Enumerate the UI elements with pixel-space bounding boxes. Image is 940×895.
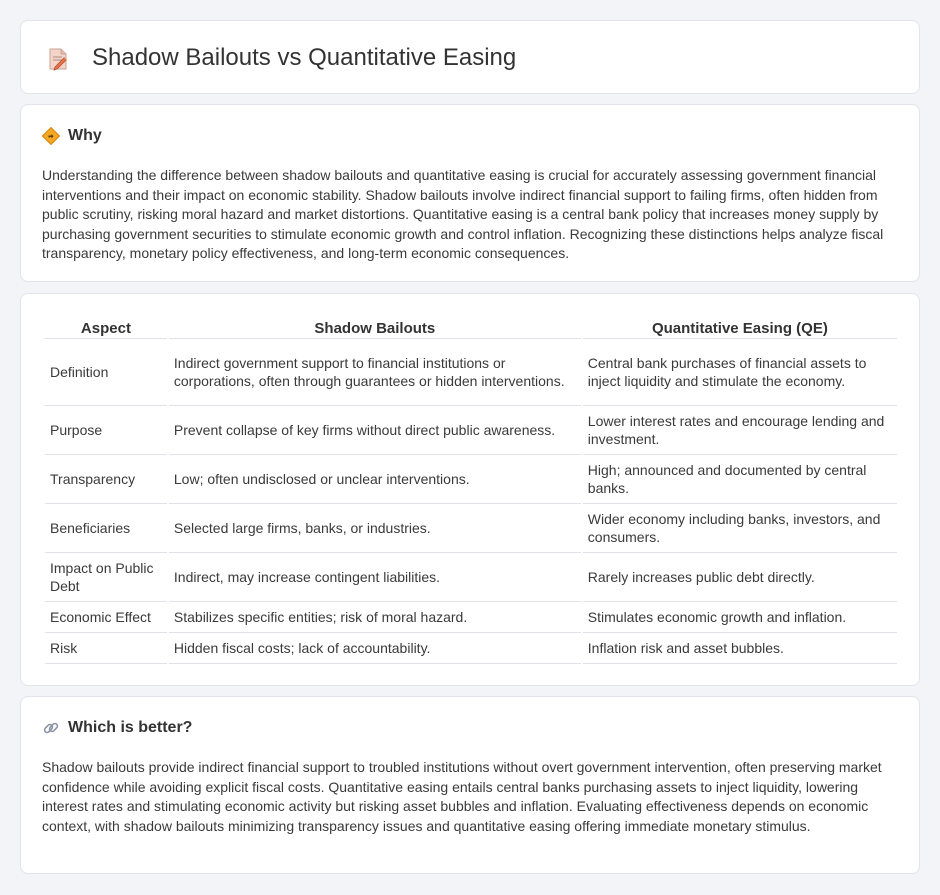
table-row <box>45 455 897 504</box>
which-is-better-section <box>20 696 920 874</box>
better-body: Shadow bailouts provide indirect financial support to troubled institutions without overt government intervention, often preserving market confidence while avoiding explicit fiscal costs. Quantitative easing entails central banks purchasing assets to inject liquidity, lowering interest rates and stimulating economic activity but risking asset bubbles and inflation. Evaluating effectiveness depends on economic context, with shadow bailouts minimizing transparency issues and quantitative easing offering immediate monetary stimulus. <box>42 759 882 834</box>
aspect-cell: Transparency <box>45 455 167 504</box>
shadow-cell: Stabilizes specific entities; risk of moral hazard. <box>169 602 581 633</box>
aspect-cell: Beneficiaries <box>45 504 167 553</box>
column-header-quantitative-easing: Quantitative Easing (QE) <box>583 315 897 339</box>
aspect-cell: Risk <box>45 633 167 664</box>
table-row <box>45 633 897 664</box>
shadow-cell: Hidden fiscal costs; lack of accountability. <box>169 633 581 664</box>
why-header <box>42 127 102 145</box>
table-header-row <box>45 315 897 339</box>
page-title: Shadow Bailouts vs Quantitative Easing <box>92 44 517 71</box>
qe-cell: Inflation risk and asset bubbles. <box>583 633 897 664</box>
qe-cell: Central bank purchases of financial assets to inject liquidity and stimulate the economy. <box>583 339 897 406</box>
qe-cell: Stimulates economic growth and inflation. <box>583 602 897 633</box>
aspect-cell: Impact on Public Debt <box>45 553 167 602</box>
why-body: Understanding the difference between shadow bailouts and quantitative easing is crucial for accurately assessing government financial interventions and their impact on economic stability. Shadow bailouts involve indirect financial support to failing firms, often hidden from public scrutiny, risking moral hazard and market distortions. Quantitative easing is a central bank policy that increases money supply by purchasing government securities to stimulate economic growth and control inflation. Recognizing these distinctions helps analyze fiscal transparency, monetary policy effectiveness, and long-term economic consequences. <box>42 167 884 262</box>
comparison-table <box>43 315 899 664</box>
shadow-cell: Indirect, may increase contingent liabilities. <box>169 553 581 602</box>
better-heading: Which is better? <box>68 719 193 736</box>
table-row <box>45 602 897 633</box>
table-row <box>45 553 897 602</box>
aspect-cell: Definition <box>45 339 167 406</box>
better-header <box>42 719 192 737</box>
qe-cell: Lower interest rates and encourage lending and investment. <box>583 406 897 455</box>
table-row <box>45 504 897 553</box>
qe-cell: High; announced and documented by central banks. <box>583 455 897 504</box>
table-row <box>45 339 897 406</box>
link-icon <box>42 719 60 737</box>
aspect-cell: Purpose <box>45 406 167 455</box>
diamond-sign-icon <box>42 127 60 145</box>
shadow-cell: Low; often undisclosed or unclear interventions. <box>169 455 581 504</box>
qe-cell: Rarely increases public debt directly. <box>583 553 897 602</box>
shadow-cell: Prevent collapse of key firms without direct public awareness. <box>169 406 581 455</box>
aspect-cell: Economic Effect <box>45 602 167 633</box>
comparison-section <box>20 293 920 686</box>
qe-cell: Wider economy including banks, investors, and consumers. <box>583 504 897 553</box>
why-heading: Why <box>68 127 102 144</box>
shadow-cell: Selected large firms, banks, or industries. <box>169 504 581 553</box>
shadow-cell: Indirect government support to financial institutions or corporations, often through guarantees or hidden interventions. <box>169 339 581 406</box>
why-section <box>20 104 920 282</box>
column-header-shadow-bailouts: Shadow Bailouts <box>169 315 581 339</box>
column-header-aspect: Aspect <box>45 315 167 339</box>
document-icon <box>47 47 69 71</box>
table-row <box>45 406 897 455</box>
title-card <box>20 20 920 94</box>
